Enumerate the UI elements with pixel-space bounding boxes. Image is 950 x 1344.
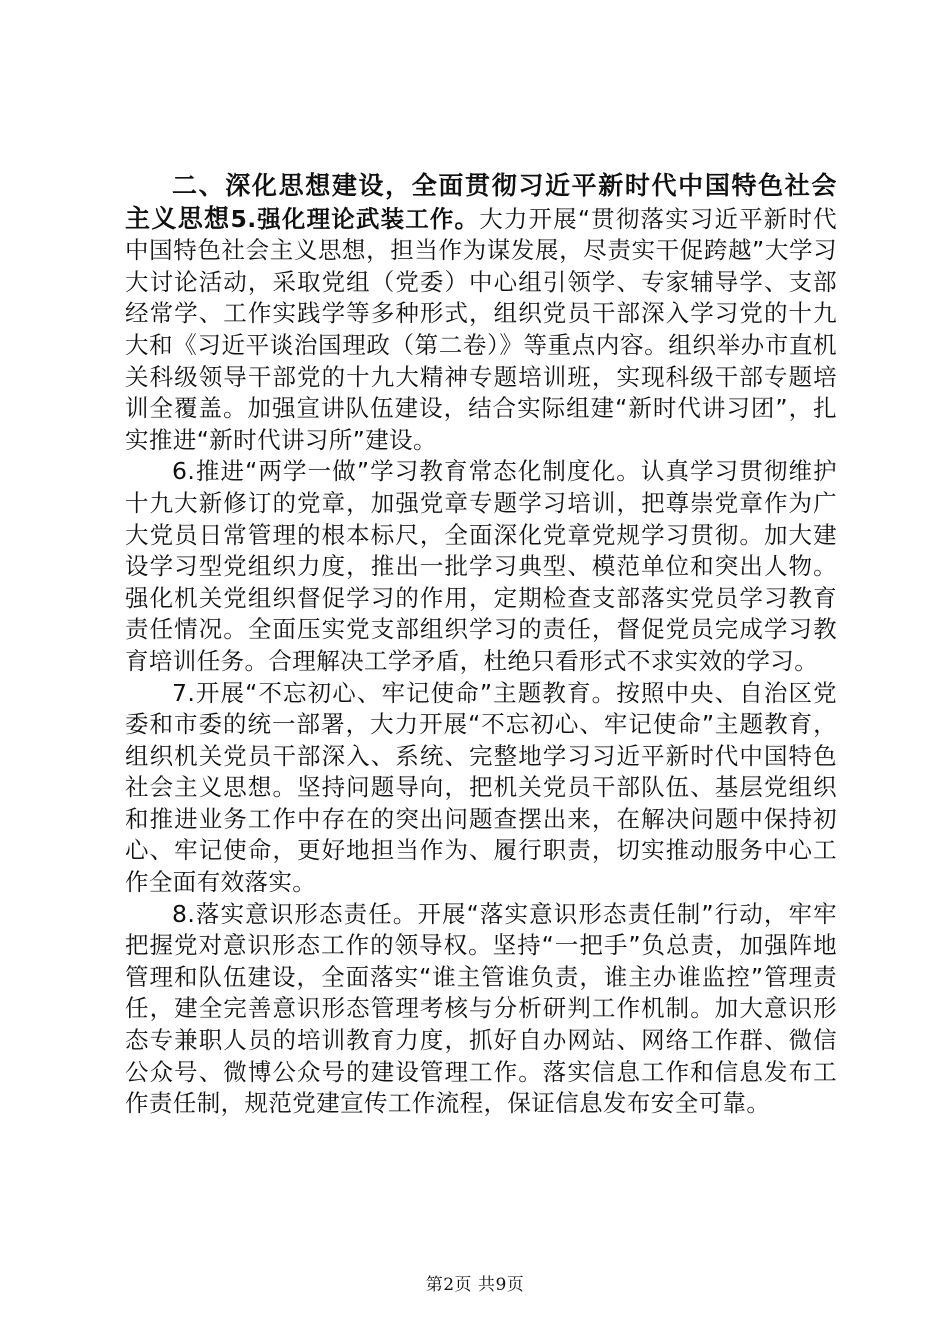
paragraph-6: 6.推进“两学一做”学习教育常态化制度化。认真学习贯彻维护十九大新修订的党章，加强党章专题学习培训，把尊崇党章作为广大党员日常管理的根本标尺，全面深化党章党规学习贯彻。加大建设学习型党组织力度，推出一批学习典型、模范单位和突出人物。强化机关党组织督促学习的作用，定期检查支部落实党员学习教育责任情况。全面压实党支部组织学习的责任，督促党员完成学习教育培训任务。合理解决工学矛盾，杜绝只看形式不求实效的学习。 <box>125 457 837 675</box>
paragraph-5-lead: 5.强化理论武装工作。 <box>230 204 480 233</box>
paragraph-5-body: 大力开展“贯彻落实习近平新时代中国特色社会主义思想，担当作为谋发展，尽责实干促跨越”大学习大讨论活动，采取党组（党委）中心组引领学、专家辅导学、支部经常学、工作实践学等多种形式，组织党员干部深入学习党的十九大和《习近平谈治国理政（第二卷）》等重点内容。组织举办市直机关科级领导干部党的十九大精神专题培训班，实现科级干部专题培训全覆盖。加强宣讲队伍建设，结合实际组建“新时代讲习团”，扎实推进“新时代讲习所”建设。 <box>125 204 837 454</box>
paragraph-5 <box>125 170 837 456</box>
page-number-footer: 第2页 共9页 <box>425 1275 525 1295</box>
document-body <box>125 170 837 1120</box>
section-heading: 二、深化思想建设，全面贯彻习近平新时代中国特色社会主义思想 <box>125 171 837 233</box>
paragraph-8: 8.落实意识形态责任。开展“落实意识形态责任制”行动，牢牢把握党对意识形态工作的领导权。坚持“一把手”负总责，加强阵地管理和队伍建设，全面落实“谁主管谁负责，谁主办谁监控”管理责任，建全完善意识形态管理考核与分析研判工作机制。加大意识形态专兼职人员的培训教育力度，抓好自办网站、网络工作群、微信公众号、微博公众号的建设管理工作。落实信息工作和信息发布工作责任制，规范党建宣传工作流程，保证信息发布安全可靠。 <box>125 899 837 1118</box>
paragraph-7: 7.开展“不忘初心、牢记使命”主题教育。按照中央、自治区党委和市委的统一部署，大力开展“不忘初心、牢记使命”主题教育，组织机关党员干部深入、系统、完整地学习习近平新时代中国特色社会主义思想。坚持问题导向，把机关党员干部队伍、基层党组织和推进业务工作中存在的突出问题查摆出来，在解决问题中保持初心、牢记使命，更好地担当作为、履行职责，切实推动服务中心工作全面有效落实。 <box>125 678 837 897</box>
